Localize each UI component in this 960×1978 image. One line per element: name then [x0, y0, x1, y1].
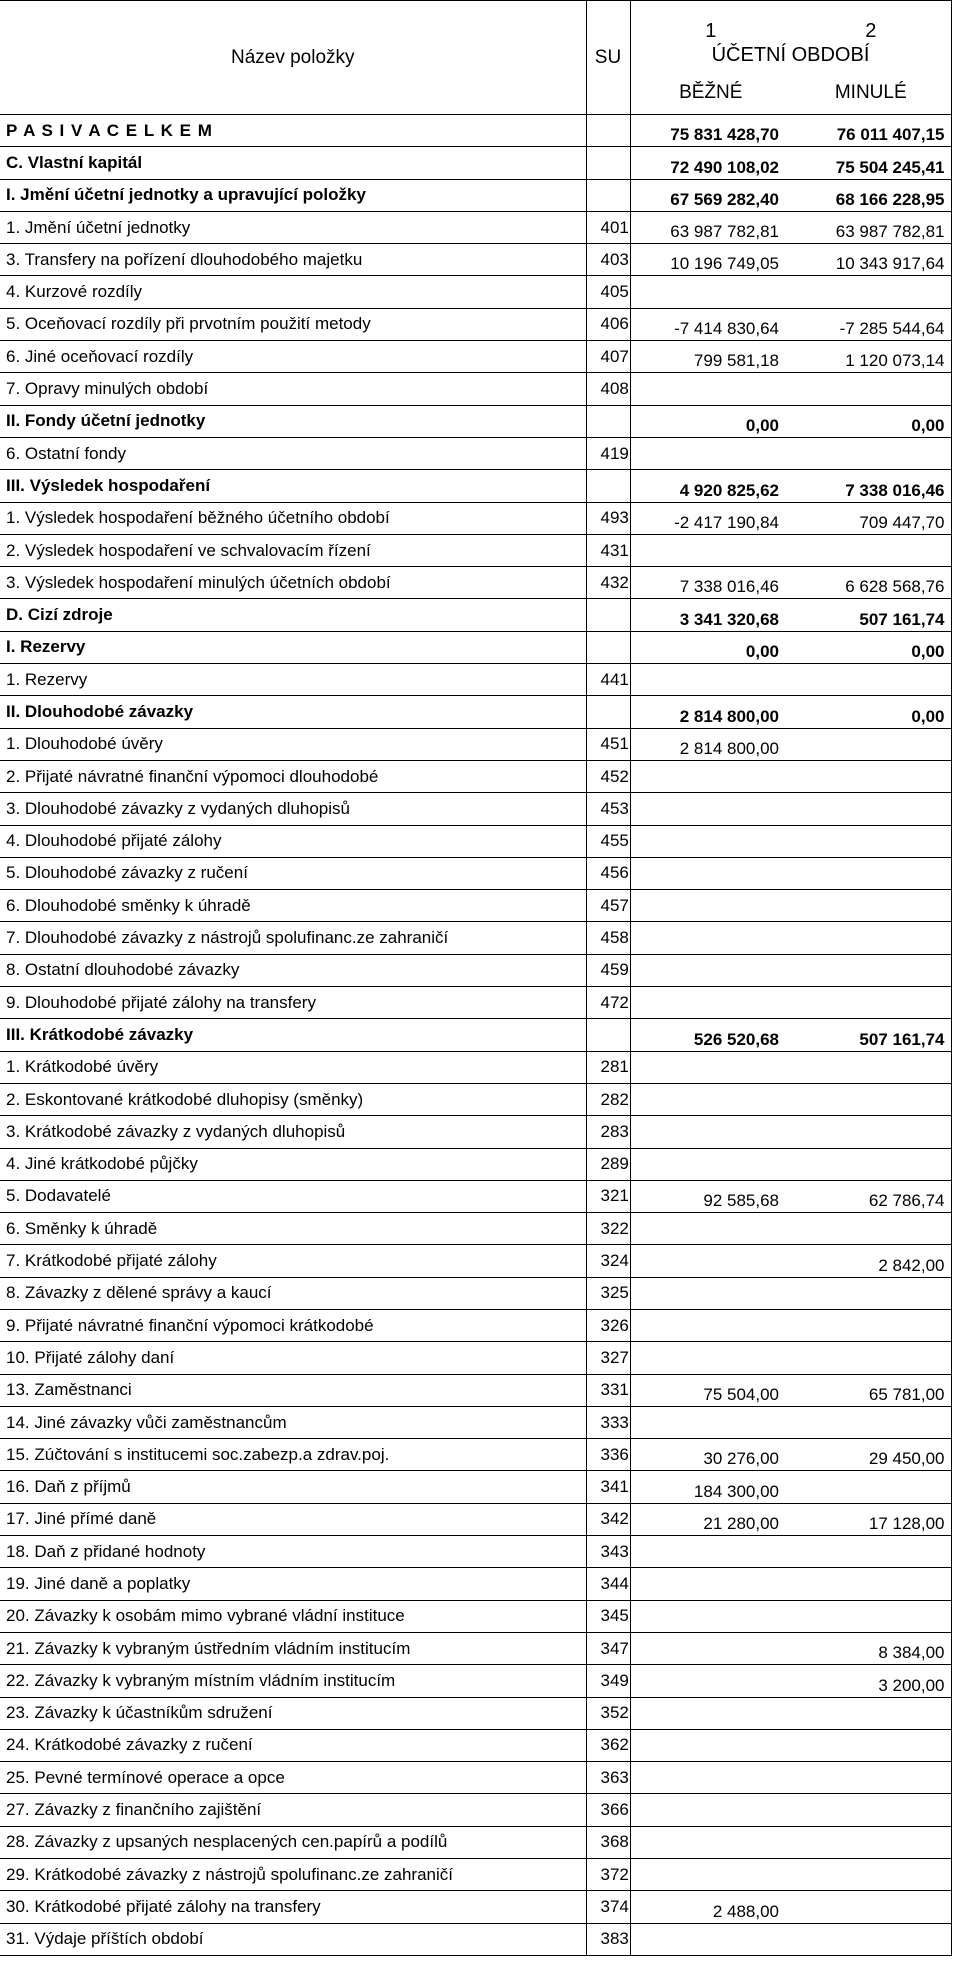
row-value-current: 21 280,00 — [630, 1503, 791, 1535]
row-su-code: 349 — [586, 1665, 630, 1697]
table-row — [0, 147, 951, 179]
row-su-code: 321 — [586, 1180, 630, 1212]
row-value-previous — [791, 1406, 951, 1438]
row-value-current: 4 920 825,62 — [630, 470, 791, 502]
row-su-code: 456 — [586, 857, 630, 889]
row-su-code: 406 — [586, 308, 630, 340]
table-row — [0, 405, 951, 437]
row-su-code: 363 — [586, 1762, 630, 1794]
column-number-1: 1 — [630, 1, 791, 41]
row-value-current: 75 831 428,70 — [630, 115, 791, 147]
row-value-previous: 29 450,00 — [791, 1439, 951, 1471]
row-su-code — [586, 470, 630, 502]
table-row — [0, 1665, 951, 1697]
table-row — [0, 1213, 951, 1245]
table-row — [0, 567, 951, 599]
row-value-current — [630, 1148, 791, 1180]
row-name: 8. Ostatní dlouhodobé závazky — [0, 954, 586, 986]
row-name: II. Fondy účetní jednotky — [0, 405, 586, 437]
column-header-current: BĚŽNÉ — [630, 69, 791, 115]
row-value-previous — [791, 1794, 951, 1826]
row-value-previous: 17 128,00 — [791, 1503, 951, 1535]
row-value-previous — [791, 1729, 951, 1761]
row-value-current — [630, 373, 791, 405]
row-value-previous — [791, 793, 951, 825]
row-name: 16. Daň z příjmů — [0, 1471, 586, 1503]
table-row — [0, 825, 951, 857]
row-su-code: 322 — [586, 1213, 630, 1245]
row-name: 5. Dodavatelé — [0, 1180, 586, 1212]
table-row — [0, 470, 951, 502]
row-name: 25. Pevné termínové operace a opce — [0, 1762, 586, 1794]
row-value-current — [630, 954, 791, 986]
table-row — [0, 760, 951, 792]
row-value-current — [630, 1600, 791, 1632]
row-su-code: 325 — [586, 1277, 630, 1309]
row-su-code: 345 — [586, 1600, 630, 1632]
table-row — [0, 534, 951, 566]
row-value-current: 67 569 282,40 — [630, 179, 791, 211]
row-value-previous: 0,00 — [791, 631, 951, 663]
row-name: 6. Směnky k úhradě — [0, 1213, 586, 1245]
row-value-previous — [791, 1148, 951, 1180]
row-value-previous — [791, 1600, 951, 1632]
table-row — [0, 1180, 951, 1212]
row-name: 23. Závazky k účastníkům sdružení — [0, 1697, 586, 1729]
table-row — [0, 211, 951, 243]
row-value-previous — [791, 1116, 951, 1148]
row-value-current — [630, 1568, 791, 1600]
row-name: 1. Dlouhodobé úvěry — [0, 728, 586, 760]
table-row — [0, 1794, 951, 1826]
table-row — [0, 1632, 951, 1664]
row-su-code: 343 — [586, 1536, 630, 1568]
row-su-code: 383 — [586, 1923, 630, 1955]
column-header-su: SU — [586, 1, 630, 115]
table-row — [0, 1697, 951, 1729]
row-su-code — [586, 115, 630, 147]
row-su-code: 327 — [586, 1342, 630, 1374]
row-su-code: 368 — [586, 1826, 630, 1858]
row-value-previous: 65 781,00 — [791, 1374, 951, 1406]
row-value-current — [630, 922, 791, 954]
row-name: 1. Rezervy — [0, 664, 586, 696]
row-name: 1. Jmění účetní jednotky — [0, 211, 586, 243]
row-name: 14. Jiné závazky vůči zaměstnancům — [0, 1406, 586, 1438]
row-su-code: 341 — [586, 1471, 630, 1503]
row-value-current — [630, 890, 791, 922]
row-su-code: 441 — [586, 664, 630, 696]
table-row — [0, 1406, 951, 1438]
row-su-code: 403 — [586, 244, 630, 276]
row-name: 19. Jiné daně a poplatky — [0, 1568, 586, 1600]
row-value-current — [630, 1309, 791, 1341]
row-value-current: 63 987 782,81 — [630, 211, 791, 243]
table-row — [0, 1536, 951, 1568]
row-name: 7. Dlouhodobé závazky z nástrojů spolufinanc.ze zahraničí — [0, 922, 586, 954]
row-name: 2. Eskontované krátkodobé dluhopisy (směnky) — [0, 1083, 586, 1115]
accounting-period-header: ÚČETNÍ OBDOBÍ — [630, 41, 951, 69]
table-row — [0, 1083, 951, 1115]
row-value-current: 2 488,00 — [630, 1891, 791, 1923]
row-value-previous — [791, 1309, 951, 1341]
row-value-current — [630, 1923, 791, 1955]
row-value-previous: 68 166 228,95 — [791, 179, 951, 211]
row-su-code: 342 — [586, 1503, 630, 1535]
row-value-current — [630, 1697, 791, 1729]
row-name: 15. Zúčtování s institucemi soc.zabezp.a zdrav.poj. — [0, 1439, 586, 1471]
table-row — [0, 179, 951, 211]
row-value-current: 2 814 800,00 — [630, 728, 791, 760]
row-name: 29. Krátkodobé závazky z nástrojů spolufinanc.ze zahraničí — [0, 1859, 586, 1891]
row-value-current: -7 414 830,64 — [630, 308, 791, 340]
row-value-previous — [791, 987, 951, 1019]
table-row — [0, 1471, 951, 1503]
row-su-code — [586, 631, 630, 663]
row-value-previous: 507 161,74 — [791, 1019, 951, 1051]
row-name: 6. Dlouhodobé směnky k úhradě — [0, 890, 586, 922]
row-value-current: 0,00 — [630, 631, 791, 663]
row-name: 20. Závazky k osobám mimo vybrané vládní instituce — [0, 1600, 586, 1632]
row-su-code: 374 — [586, 1891, 630, 1923]
row-value-previous — [791, 1342, 951, 1374]
table-row — [0, 1439, 951, 1471]
row-value-current — [630, 1826, 791, 1858]
row-su-code: 324 — [586, 1245, 630, 1277]
table-row — [0, 244, 951, 276]
row-name: 2. Přijaté návratné finanční výpomoci dlouhodobé — [0, 760, 586, 792]
row-value-previous — [791, 825, 951, 857]
row-value-current — [630, 276, 791, 308]
row-su-code: 407 — [586, 341, 630, 373]
row-name: 1. Krátkodobé úvěry — [0, 1051, 586, 1083]
row-value-previous — [791, 1051, 951, 1083]
row-su-code — [586, 1019, 630, 1051]
table-row — [0, 1309, 951, 1341]
row-su-code: 333 — [586, 1406, 630, 1438]
row-value-previous: 0,00 — [791, 696, 951, 728]
row-value-current — [630, 1342, 791, 1374]
row-su-code: 452 — [586, 760, 630, 792]
column-header-name: Název položky — [0, 1, 586, 115]
table-row — [0, 1826, 951, 1858]
row-su-code: 493 — [586, 502, 630, 534]
row-name: 1. Výsledek hospodaření běžného účetního období — [0, 502, 586, 534]
row-value-previous: 63 987 782,81 — [791, 211, 951, 243]
row-su-code: 451 — [586, 728, 630, 760]
table-row — [0, 1342, 951, 1374]
table-row — [0, 954, 951, 986]
table-row — [0, 922, 951, 954]
row-value-current — [630, 1762, 791, 1794]
row-value-previous: 76 011 407,15 — [791, 115, 951, 147]
row-name: 27. Závazky z finančního zajištění — [0, 1794, 586, 1826]
row-value-current: 72 490 108,02 — [630, 147, 791, 179]
table-row — [0, 728, 951, 760]
row-su-code: 405 — [586, 276, 630, 308]
row-value-current: 7 338 016,46 — [630, 567, 791, 599]
row-su-code: 336 — [586, 1439, 630, 1471]
row-value-previous — [791, 1923, 951, 1955]
row-value-previous — [791, 1859, 951, 1891]
table-row — [0, 1568, 951, 1600]
table-row — [0, 599, 951, 631]
row-name: III. Krátkodobé závazky — [0, 1019, 586, 1051]
row-value-previous: 1 120 073,14 — [791, 341, 951, 373]
row-value-current: 0,00 — [630, 405, 791, 437]
row-value-previous: 75 504 245,41 — [791, 147, 951, 179]
table-row — [0, 115, 951, 147]
row-value-current — [630, 1794, 791, 1826]
table-row — [0, 1923, 951, 1955]
row-value-previous — [791, 664, 951, 696]
row-name: 2. Výsledek hospodaření ve schvalovacím řízení — [0, 534, 586, 566]
row-su-code: 362 — [586, 1729, 630, 1761]
row-su-code: 459 — [586, 954, 630, 986]
row-value-previous — [791, 954, 951, 986]
row-name: 9. Dlouhodobé přijaté zálohy na transfery — [0, 987, 586, 1019]
row-value-previous: 10 343 917,64 — [791, 244, 951, 276]
row-value-previous — [791, 373, 951, 405]
row-su-code: 331 — [586, 1374, 630, 1406]
row-value-previous: 0,00 — [791, 405, 951, 437]
row-name: C. Vlastní kapitál — [0, 147, 586, 179]
row-name: 8. Závazky z dělené správy a kaucí — [0, 1277, 586, 1309]
row-name: 9. Přijaté návratné finanční výpomoci krátkodobé — [0, 1309, 586, 1341]
row-name: 18. Daň z přidané hodnoty — [0, 1536, 586, 1568]
row-su-code: 283 — [586, 1116, 630, 1148]
row-su-code: 344 — [586, 1568, 630, 1600]
table-row — [0, 1374, 951, 1406]
row-name: 4. Dlouhodobé přijaté zálohy — [0, 825, 586, 857]
row-value-current — [630, 1245, 791, 1277]
row-value-current — [630, 1536, 791, 1568]
row-name: 21. Závazky k vybraným ústředním vládním institucím — [0, 1632, 586, 1664]
row-su-code: 372 — [586, 1859, 630, 1891]
row-value-current — [630, 1277, 791, 1309]
row-name: I. Jmění účetní jednotky a upravující položky — [0, 179, 586, 211]
row-value-current — [630, 857, 791, 889]
row-su-code — [586, 599, 630, 631]
table-row — [0, 631, 951, 663]
table-row — [0, 1762, 951, 1794]
row-name: 3. Krátkodobé závazky z vydaných dluhopisů — [0, 1116, 586, 1148]
row-value-current — [630, 987, 791, 1019]
row-value-previous — [791, 1568, 951, 1600]
row-value-current — [630, 1083, 791, 1115]
row-su-code: 457 — [586, 890, 630, 922]
table-row — [0, 1503, 951, 1535]
row-value-current: 2 814 800,00 — [630, 696, 791, 728]
row-value-current — [630, 1051, 791, 1083]
row-value-current — [630, 1859, 791, 1891]
row-su-code: 453 — [586, 793, 630, 825]
row-value-previous: 507 161,74 — [791, 599, 951, 631]
row-value-current: 526 520,68 — [630, 1019, 791, 1051]
table-row — [0, 1019, 951, 1051]
table-row — [0, 857, 951, 889]
row-su-code: 408 — [586, 373, 630, 405]
row-su-code: 455 — [586, 825, 630, 857]
row-value-current — [630, 1116, 791, 1148]
row-value-previous: 62 786,74 — [791, 1180, 951, 1212]
table-row — [0, 1600, 951, 1632]
row-value-previous: 7 338 016,46 — [791, 470, 951, 502]
row-name: 22. Závazky k vybraným místním vládním institucím — [0, 1665, 586, 1697]
table-row — [0, 890, 951, 922]
row-value-current: 30 276,00 — [630, 1439, 791, 1471]
row-name: 31. Výdaje příštích období — [0, 1923, 586, 1955]
column-number-2: 2 — [791, 1, 951, 41]
row-value-previous — [791, 922, 951, 954]
row-su-code — [586, 147, 630, 179]
table-row — [0, 1051, 951, 1083]
row-su-code: 431 — [586, 534, 630, 566]
row-name: II. Dlouhodobé závazky — [0, 696, 586, 728]
row-name: 28. Závazky z upsaných nesplacených cen.papírů a podílů — [0, 1826, 586, 1858]
row-su-code: 281 — [586, 1051, 630, 1083]
row-value-previous: 6 628 568,76 — [791, 567, 951, 599]
row-value-previous — [791, 1697, 951, 1729]
row-value-previous — [791, 1891, 951, 1923]
table-row — [0, 276, 951, 308]
row-value-previous — [791, 857, 951, 889]
row-su-code: 401 — [586, 211, 630, 243]
table-row — [0, 308, 951, 340]
row-value-current: 3 341 320,68 — [630, 599, 791, 631]
row-name: 6. Ostatní fondy — [0, 437, 586, 469]
row-value-previous: 2 842,00 — [791, 1245, 951, 1277]
row-value-current: 75 504,00 — [630, 1374, 791, 1406]
table-row — [0, 502, 951, 534]
row-name: 17. Jiné přímé daně — [0, 1503, 586, 1535]
row-value-previous — [791, 437, 951, 469]
row-value-previous — [791, 276, 951, 308]
table-row — [0, 696, 951, 728]
row-value-current — [630, 1665, 791, 1697]
row-su-code — [586, 405, 630, 437]
row-su-code: 347 — [586, 1632, 630, 1664]
row-value-previous: 3 200,00 — [791, 1665, 951, 1697]
row-value-current: 799 581,18 — [630, 341, 791, 373]
row-value-previous — [791, 1083, 951, 1115]
row-value-current — [630, 825, 791, 857]
table-row — [0, 793, 951, 825]
row-name: 30. Krátkodobé přijaté zálohy na transfery — [0, 1891, 586, 1923]
row-value-current: 92 585,68 — [630, 1180, 791, 1212]
row-value-previous — [791, 1826, 951, 1858]
row-su-code: 352 — [586, 1697, 630, 1729]
row-name: III. Výsledek hospodaření — [0, 470, 586, 502]
row-name: 4. Kurzové rozdíly — [0, 276, 586, 308]
row-value-current: 184 300,00 — [630, 1471, 791, 1503]
row-value-previous — [791, 1277, 951, 1309]
row-value-previous — [791, 890, 951, 922]
table-row — [0, 1148, 951, 1180]
row-value-previous — [791, 728, 951, 760]
row-name: P A S I V A C E L K E M — [0, 115, 586, 147]
row-value-current — [630, 664, 791, 696]
row-name: 7. Opravy minulých období — [0, 373, 586, 405]
row-name: 24. Krátkodobé závazky z ručení — [0, 1729, 586, 1761]
row-value-current — [630, 793, 791, 825]
row-name: 3. Výsledek hospodaření minulých účetních období — [0, 567, 586, 599]
row-value-previous: -7 285 544,64 — [791, 308, 951, 340]
row-name: 5. Oceňovací rozdíly při prvotním použití metody — [0, 308, 586, 340]
row-value-previous: 8 384,00 — [791, 1632, 951, 1664]
row-su-code: 289 — [586, 1148, 630, 1180]
row-su-code: 472 — [586, 987, 630, 1019]
row-value-previous — [791, 760, 951, 792]
table-row — [0, 1277, 951, 1309]
row-su-code: 326 — [586, 1309, 630, 1341]
row-su-code — [586, 696, 630, 728]
table-row — [0, 987, 951, 1019]
table-row — [0, 1245, 951, 1277]
table-row — [0, 664, 951, 696]
row-value-previous — [791, 1213, 951, 1245]
row-name: 4. Jiné krátkodobé půjčky — [0, 1148, 586, 1180]
row-value-previous: 709 447,70 — [791, 502, 951, 534]
table-row — [0, 1891, 951, 1923]
table-row — [0, 1116, 951, 1148]
row-value-current: -2 417 190,84 — [630, 502, 791, 534]
row-name: 7. Krátkodobé přijaté zálohy — [0, 1245, 586, 1277]
row-value-previous — [791, 1471, 951, 1503]
row-su-code: 432 — [586, 567, 630, 599]
row-name: D. Cizí zdroje — [0, 599, 586, 631]
row-name: 6. Jiné oceňovací rozdíly — [0, 341, 586, 373]
row-value-previous — [791, 1762, 951, 1794]
table-row — [0, 437, 951, 469]
row-su-code: 458 — [586, 922, 630, 954]
row-name: I. Rezervy — [0, 631, 586, 663]
row-value-current — [630, 1406, 791, 1438]
row-value-current: 10 196 749,05 — [630, 244, 791, 276]
table-row — [0, 1859, 951, 1891]
table-row — [0, 1729, 951, 1761]
row-su-code: 419 — [586, 437, 630, 469]
row-value-current — [630, 760, 791, 792]
table-row — [0, 341, 951, 373]
row-name: 3. Transfery na pořízení dlouhodobého majetku — [0, 244, 586, 276]
row-value-previous — [791, 1536, 951, 1568]
row-value-current — [630, 437, 791, 469]
row-name: 5. Dlouhodobé závazky z ručení — [0, 857, 586, 889]
row-value-current — [630, 1632, 791, 1664]
table-row — [0, 373, 951, 405]
row-value-current — [630, 1729, 791, 1761]
row-su-code: 366 — [586, 1794, 630, 1826]
row-value-current — [630, 534, 791, 566]
row-name: 13. Zaměstnanci — [0, 1374, 586, 1406]
row-value-current — [630, 1213, 791, 1245]
row-su-code — [586, 179, 630, 211]
row-value-previous — [791, 534, 951, 566]
column-header-previous: MINULÉ — [791, 69, 951, 115]
row-name: 10. Přijaté zálohy daní — [0, 1342, 586, 1374]
row-su-code: 282 — [586, 1083, 630, 1115]
row-name: 3. Dlouhodobé závazky z vydaných dluhopisů — [0, 793, 586, 825]
